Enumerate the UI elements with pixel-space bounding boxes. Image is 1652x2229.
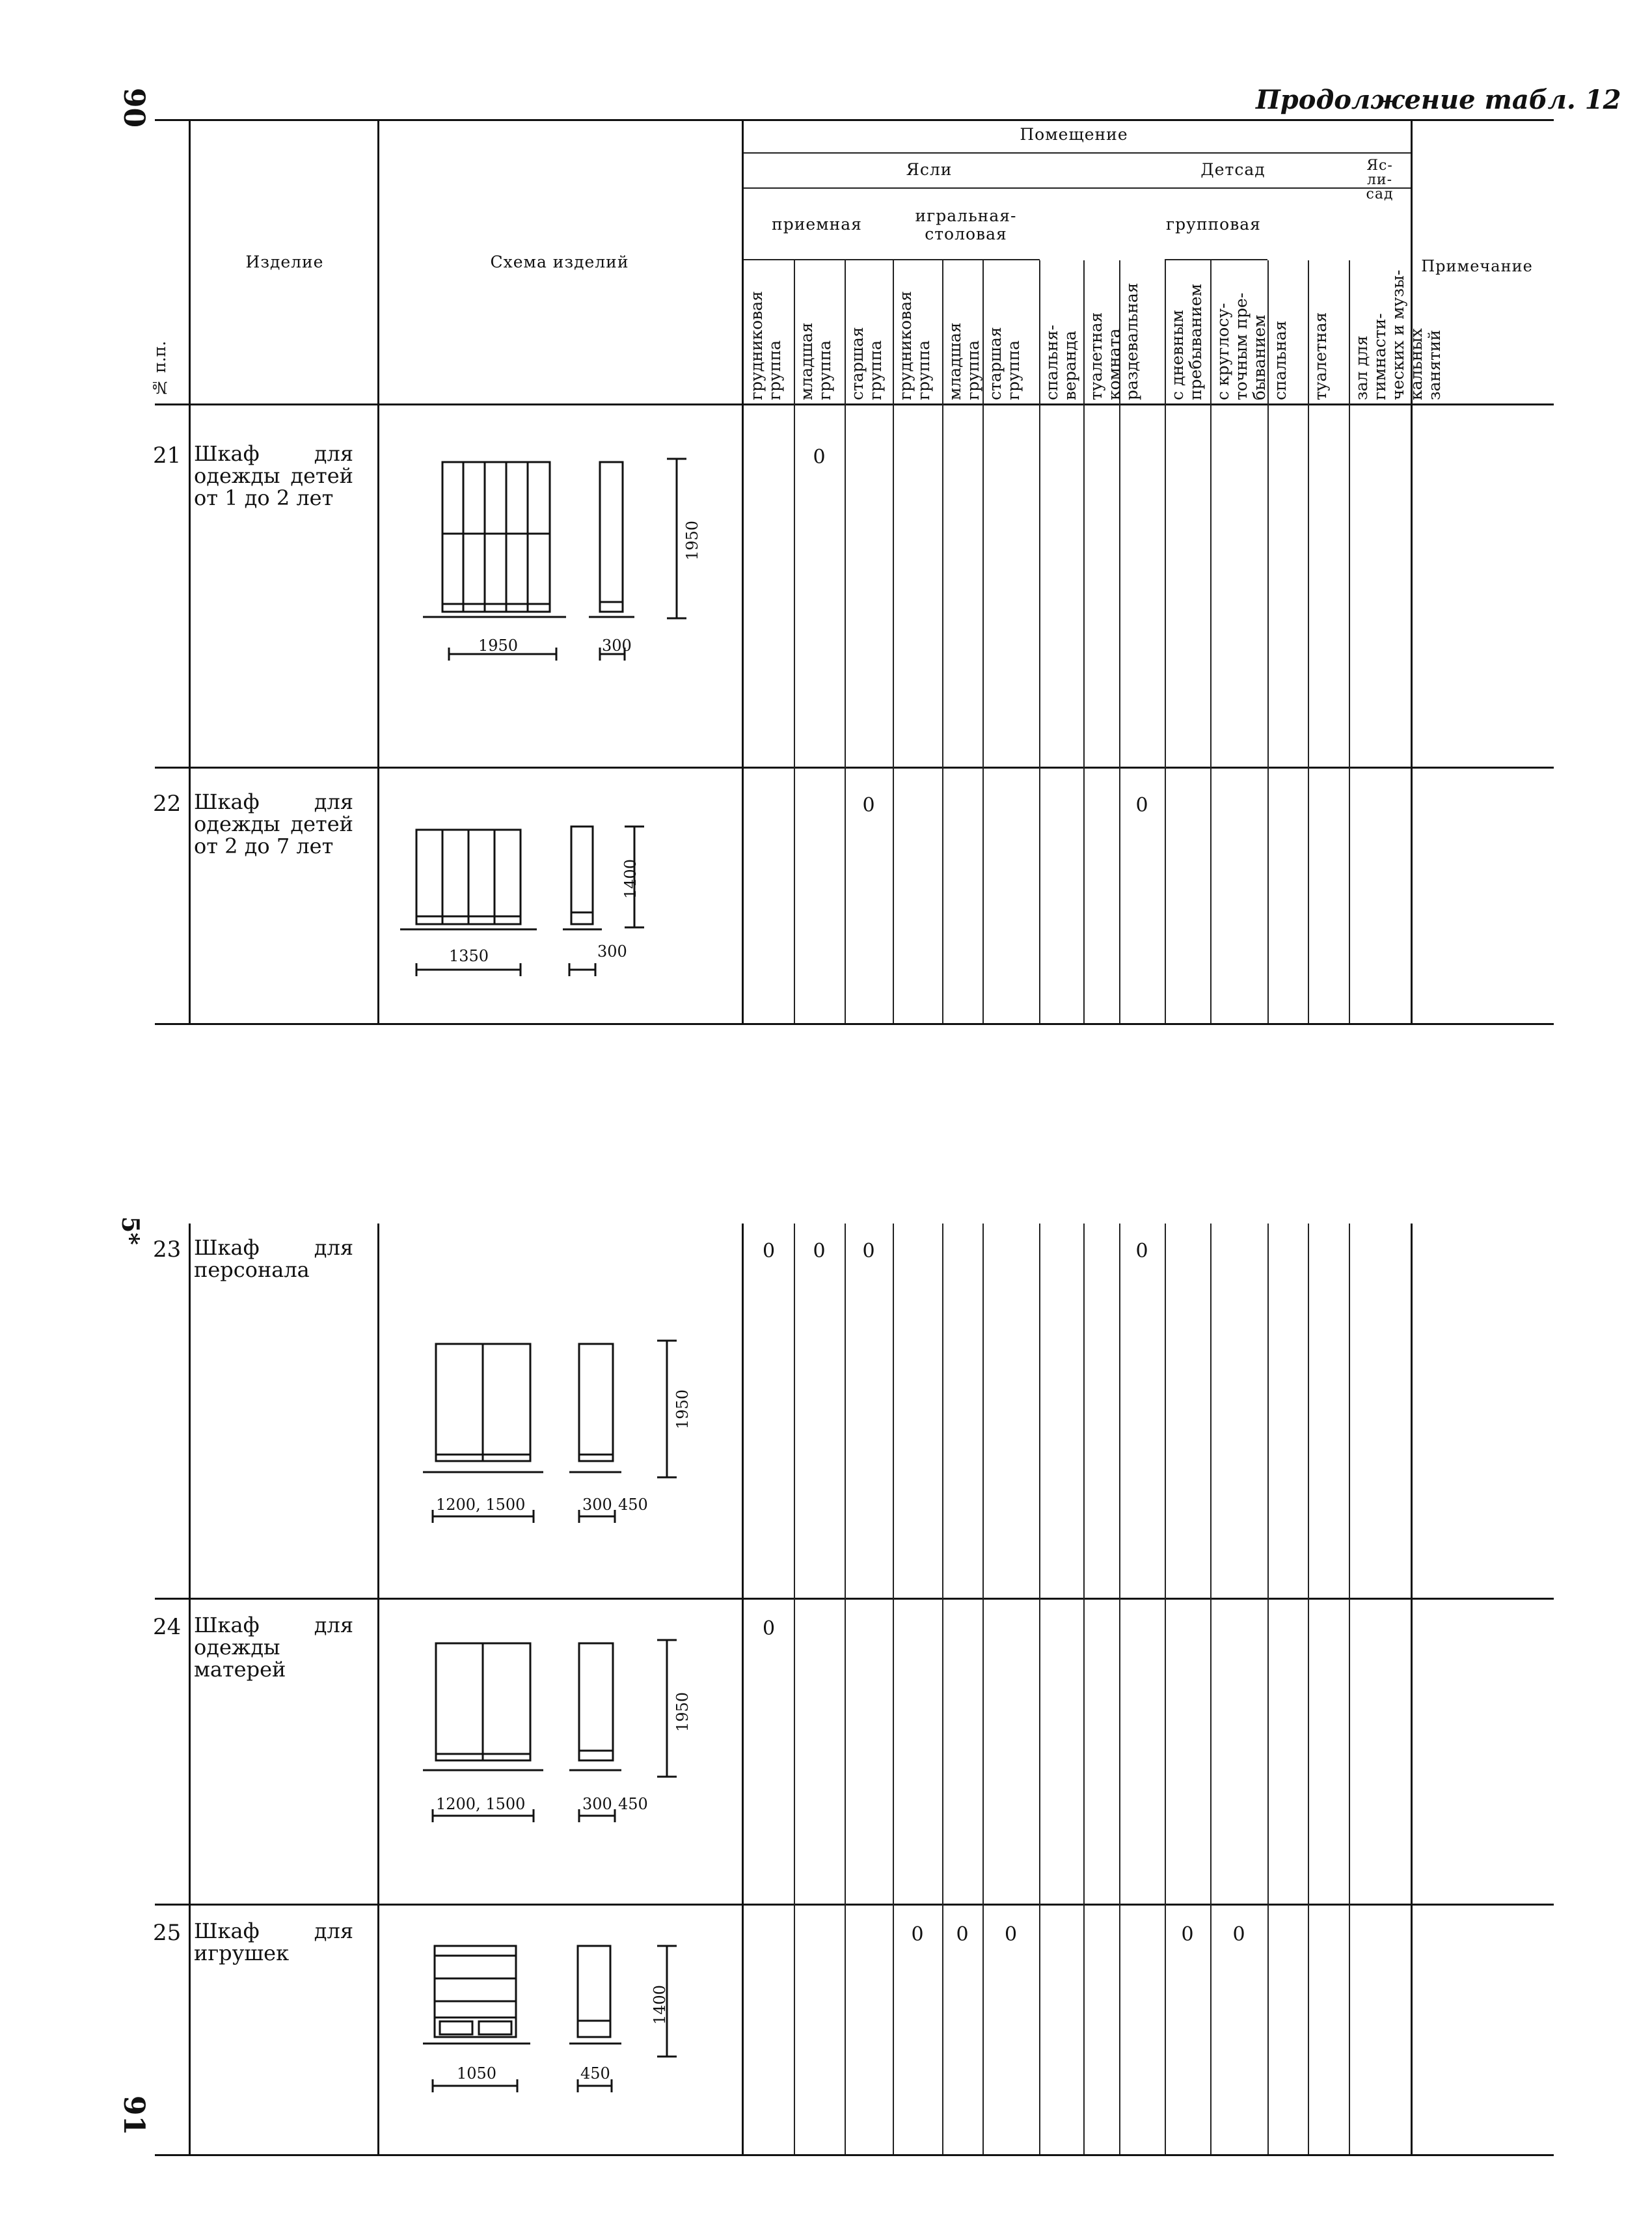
header-col-5: младшая группа bbox=[945, 322, 982, 400]
cabinet-21-drawing bbox=[423, 459, 686, 661]
header-col-2: младшая группа bbox=[797, 322, 834, 400]
column-rule bbox=[1039, 260, 1040, 1023]
row-mark: 0 bbox=[1135, 1240, 1148, 1263]
column-rule bbox=[1210, 260, 1212, 1023]
column-rule bbox=[1165, 260, 1166, 1023]
column-rule bbox=[189, 119, 191, 1023]
dim-22-height: 1400 bbox=[621, 859, 640, 899]
column-rule bbox=[1411, 1224, 1413, 2154]
header-col-10: с дневным пребыванием bbox=[1168, 284, 1205, 400]
column-rule bbox=[845, 1224, 846, 2154]
dim-24-height: 1950 bbox=[673, 1692, 692, 1732]
subgroup-rule bbox=[744, 259, 1040, 260]
header-col-1: грудниковая группа bbox=[747, 291, 784, 400]
column-rule bbox=[794, 260, 795, 1023]
header-note: Примечание bbox=[1421, 257, 1533, 275]
room-rule bbox=[744, 152, 1411, 154]
row-item-name: Шкаф для игрушек bbox=[194, 1919, 353, 1965]
page-number-bottom: 91 bbox=[117, 2095, 151, 2136]
dim-21-height: 1950 bbox=[683, 521, 701, 561]
row-mark: 0 bbox=[1135, 794, 1148, 817]
column-rule bbox=[742, 119, 744, 1023]
row-item-name: Шкаф для одежды детей от 2 до 7 лет bbox=[194, 789, 353, 858]
subgroup-rule-2 bbox=[1165, 259, 1267, 260]
header-col-12: спальная bbox=[1271, 320, 1290, 400]
header-kindergarten: Детсад bbox=[1200, 160, 1266, 179]
header-col-13: туалетная bbox=[1311, 312, 1330, 400]
column-rule bbox=[1267, 1224, 1269, 2154]
sheet-mark: 5* bbox=[116, 1216, 144, 1245]
row-rule-22 bbox=[155, 1023, 1554, 1025]
row-rule-23 bbox=[155, 1598, 1554, 1600]
row-item-name: Шкаф для одежды матерей bbox=[194, 1613, 353, 1682]
column-rule bbox=[1308, 260, 1309, 1023]
column-rule bbox=[794, 1224, 795, 2154]
page-number-top: 90 bbox=[117, 87, 151, 128]
dim-22-width: 1350 bbox=[449, 947, 489, 965]
table-caption: Продолжение табл. 12 bbox=[1256, 85, 1621, 115]
header-item: Изделие bbox=[245, 253, 324, 271]
header-col-9: раздевальная bbox=[1122, 282, 1141, 400]
dim-24-depth: 300 bbox=[582, 1795, 612, 1813]
column-rule bbox=[1119, 1224, 1120, 2154]
row-mark: 0 bbox=[862, 794, 875, 817]
column-rule bbox=[1349, 260, 1350, 1023]
row-number: 25 bbox=[153, 1920, 182, 1946]
row-item-name: Шкаф для персонала bbox=[194, 1235, 353, 1282]
dim-24-depth2: 450 bbox=[618, 1795, 648, 1813]
column-rule bbox=[845, 260, 846, 1023]
column-rule bbox=[1083, 260, 1085, 1023]
row-mark: 0 bbox=[813, 446, 826, 469]
row-number: 22 bbox=[153, 791, 182, 817]
column-rule bbox=[893, 1224, 894, 2154]
header-group: групповая bbox=[1166, 215, 1261, 234]
column-rule bbox=[1308, 1224, 1309, 2154]
row-mark: 0 bbox=[1181, 1923, 1194, 1946]
row-mark: 0 bbox=[1232, 1923, 1245, 1946]
column-rule bbox=[1411, 119, 1413, 1023]
dim-25-depth: 450 bbox=[580, 2064, 610, 2083]
dim-23-depth: 300 bbox=[582, 1496, 612, 1514]
header-no: № п.п. bbox=[150, 340, 169, 397]
header-col-11: с круглосу- точным пре- быванием bbox=[1213, 292, 1269, 400]
column-rule bbox=[982, 1224, 984, 2154]
group-rule bbox=[744, 187, 1411, 189]
header-col-4: грудниковая группа bbox=[896, 291, 933, 400]
row-rule-24 bbox=[155, 1904, 1554, 1906]
header-col-6: старшая группа bbox=[986, 327, 1023, 400]
column-rule bbox=[377, 1224, 379, 2154]
header-nursery-kindergarten: Яс- ли- сад bbox=[1366, 157, 1394, 202]
row-mark: 0 bbox=[762, 1617, 776, 1640]
dim-25-width: 1050 bbox=[457, 2064, 497, 2083]
column-rule bbox=[942, 260, 943, 1023]
table-top-rule bbox=[155, 119, 1554, 121]
column-rule bbox=[1210, 1224, 1212, 2154]
row-mark: 0 bbox=[762, 1240, 776, 1263]
column-rule bbox=[893, 260, 894, 1023]
column-rule bbox=[942, 1224, 943, 2154]
dim-21-depth: 300 bbox=[602, 636, 632, 655]
row-mark: 0 bbox=[956, 1923, 969, 1946]
header-room: Помещение bbox=[1020, 125, 1128, 144]
row-number: 24 bbox=[153, 1614, 182, 1640]
row-item-name: Шкаф для одежды детей от 1 до 2 лет bbox=[194, 441, 353, 510]
dim-23-height: 1950 bbox=[673, 1389, 692, 1430]
header-col-3: старшая группа bbox=[848, 327, 885, 400]
header-play-dining: игральная- столовая bbox=[915, 206, 1017, 243]
column-rule bbox=[1083, 1224, 1085, 2154]
column-rule bbox=[189, 1224, 191, 2154]
header-col-14: зал для гимнасти- ческих и музы- кальных занятий bbox=[1352, 269, 1444, 400]
row-number: 23 bbox=[153, 1237, 182, 1263]
dim-21-width: 1950 bbox=[478, 636, 519, 655]
dim-23-depth2: 450 bbox=[618, 1496, 648, 1514]
row-mark: 0 bbox=[911, 1923, 924, 1946]
column-rule bbox=[1165, 1224, 1166, 2154]
column-rule bbox=[982, 260, 984, 1023]
column-rule bbox=[377, 119, 379, 1023]
row-mark: 0 bbox=[862, 1240, 875, 1263]
column-rule bbox=[742, 1224, 744, 2154]
column-rule bbox=[1349, 1224, 1350, 2154]
dim-23-width: 1200, 1500 bbox=[436, 1496, 526, 1514]
row-number: 21 bbox=[153, 443, 182, 469]
dim-22-depth: 300 bbox=[597, 942, 627, 961]
header-scheme: Схема изделий bbox=[490, 253, 629, 271]
dim-25-height: 1400 bbox=[651, 1985, 669, 2025]
header-bottom-rule bbox=[155, 403, 1554, 405]
row-mark: 0 bbox=[1004, 1923, 1018, 1946]
header-col-7: спальня-веранда bbox=[1042, 325, 1079, 400]
header-reception: приемная bbox=[772, 215, 862, 234]
column-rule bbox=[1039, 1224, 1040, 2154]
header-nursery: Ясли bbox=[906, 160, 953, 179]
row-rule-21 bbox=[155, 767, 1554, 769]
table-bottom-rule bbox=[155, 2154, 1554, 2156]
row-mark: 0 bbox=[813, 1240, 826, 1263]
header-col-8: туалетная комната bbox=[1087, 312, 1124, 400]
dim-24-width: 1200, 1500 bbox=[436, 1795, 526, 1813]
